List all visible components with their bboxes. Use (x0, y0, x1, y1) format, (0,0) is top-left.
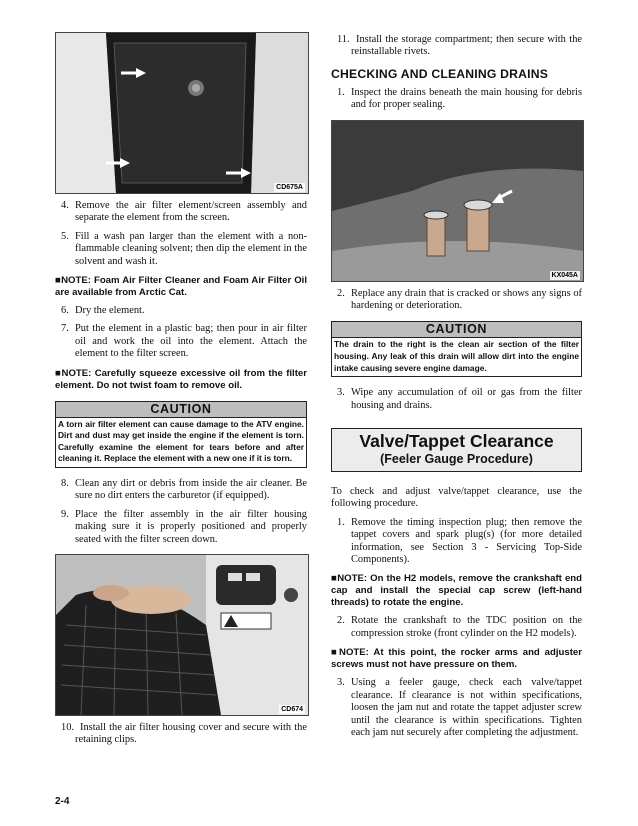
step-number: 3. (337, 387, 345, 399)
section-title: Valve/Tappet Clearance (359, 431, 554, 452)
step-number: 8. (61, 478, 69, 490)
list-item (331, 288, 582, 313)
step-number: 11. (337, 34, 350, 45)
step-text: Inspect the drains beneath the main housing for debris and for proper sealing. (351, 86, 582, 111)
caution-box (331, 321, 582, 377)
note: ■NOTE: Carefully squeeze excessive oil from the filter element. Do not twist foam to remove oil. (55, 367, 307, 391)
drains-image (332, 121, 583, 281)
step-text: Clean any dirt or debris from inside the air cleaner. Be sure no dirt enters the carburetor (if equipped). (75, 478, 307, 502)
list-item (55, 231, 307, 268)
photo-air-filter-housing (55, 32, 309, 194)
step-text: Using a feeler gauge, check each valve/tappet clearance. If clearance is not within specifications, loosen the jam nut and rotate the tappet adjuster screw until the clearance is within specifications. Tighten each jam nut securely after completing the adjustment. (351, 677, 582, 738)
caution-text: A torn air filter element can cause damage to the ATV engine. Dirt and dust may get inside the engine if the element is torn. Carefully examine the element for tears before and after cleaning it. Replace the element with a new one if it is torn. (58, 418, 304, 464)
photo-filter-screen (55, 554, 309, 716)
note-text: NOTE: Foam Air Filter Cleaner and Foam Air Filter Oil are available from Arctic Cat. (55, 275, 307, 299)
step-number: 1. (337, 516, 345, 528)
list-item (55, 722, 307, 747)
step-text: Wipe any accumulation of oil or gas from the filter housing and drains. (351, 387, 582, 411)
caution-box (55, 401, 307, 468)
list-item (331, 34, 582, 59)
section-subtitle: (Feeler Gauge Procedure) (380, 452, 533, 467)
step-text: Remove the air filter element/screen assembly and separate the element from the screen. (75, 200, 307, 224)
caution-heading: CAUTION (56, 402, 306, 418)
right-column (331, 32, 582, 739)
step-number: 2. (337, 615, 345, 627)
list-item (331, 677, 582, 739)
step-text: Install the air filter housing cover and secure with the retaining clips. (75, 722, 307, 746)
intro-paragraph: To check and adjust valve/tappet clearance, use the following procedure. (331, 486, 582, 510)
photo-code: CD675A (276, 184, 303, 191)
list-item (331, 87, 582, 112)
caution-heading: CAUTION (332, 322, 581, 338)
left-column (55, 32, 307, 747)
step-number: 9. (61, 508, 69, 520)
step-number: 4. (61, 200, 69, 211)
step-number: 3. (337, 677, 345, 689)
list-item (55, 478, 307, 503)
list-item (55, 323, 307, 360)
section-title-box (331, 428, 582, 472)
list-item (55, 509, 307, 546)
list-item (55, 305, 307, 317)
step-number: 6. (61, 305, 69, 317)
step-text: Rotate the crankshaft to the TDC position on the compression stroke (front cylinder on the H2 models). (351, 615, 582, 639)
section-heading: CHECKING AND CLEANING DRAINS (331, 66, 549, 81)
list-item (331, 387, 582, 412)
note: ■NOTE: Foam Air Filter Cleaner and Foam Air Filter Oil are available from Arctic Cat. (55, 275, 307, 299)
photo-code: KX045A (551, 271, 578, 279)
air-filter-housing-image (56, 33, 308, 193)
step-text: Place the filter assembly in the air filter housing making sure it is properly positioned and properly seated with the filter screen down. (75, 508, 307, 545)
note: ■NOTE: At this point, the rocker arms and adjuster screws must not have pressure on them. (331, 647, 582, 671)
step-number: 10. (61, 722, 74, 734)
step-number: 5. (61, 230, 69, 242)
list-item (331, 615, 582, 640)
photo-drains (331, 120, 584, 282)
step-text: Install the storage compartment; then secure with the reinstallable rivets. (351, 34, 582, 58)
step-text: Put the element in a plastic bag; then pour in air filter oil and work the oil into the element. Attach the element to the filter screen. (75, 323, 307, 360)
note-text: NOTE: On the H2 models, remove the crankshaft end cap and install the special cap screw (left-hand threads) to rotate the engine. (331, 573, 583, 609)
step-number: 1. (337, 86, 345, 98)
list-item (55, 200, 307, 225)
step-number: 2. (337, 287, 345, 299)
step-text: Remove the timing inspection plug; then remove the tappet covers and spark plug(s) (for more detailed information, see Section 3 - Servicing Top-Side Components). (351, 516, 582, 566)
note: ■NOTE: On the H2 models, remove the crankshaft end cap and install the special cap screw (left-hand threads) to rotate the engine. (331, 573, 583, 609)
step-number: 7. (61, 323, 69, 335)
photo-code: CD674 (281, 706, 303, 714)
step-text: Dry the element. (75, 305, 145, 317)
note-text: NOTE: Carefully squeeze excessive oil from the filter element. Do not twist foam to remove oil. (55, 367, 307, 391)
step-text: Fill a wash pan larger than the element with a non-flammable cleaning solvent; then dip the element in the solvent and wash it. (75, 230, 307, 267)
step-text: Replace any drain that is cracked or shows any signs of hardening or deterioration. (351, 287, 582, 312)
note-text: NOTE: At this point, the rocker arms and adjuster screws must not have pressure on them. (331, 647, 582, 671)
filter-screen-image (56, 555, 308, 715)
list-item (331, 517, 582, 567)
page-number: 2-4 (55, 796, 70, 807)
caution-text: The drain to the right is the clean air section of the filter housing. Any leak of this drain will allow dirt into the engine intake causing severe engine damage. (334, 339, 579, 373)
